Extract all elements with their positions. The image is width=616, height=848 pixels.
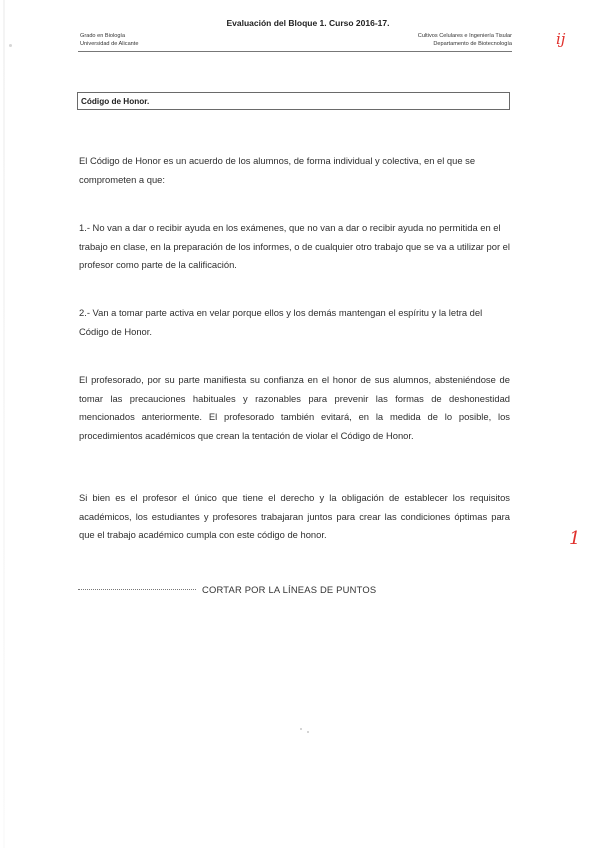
cut-line [78, 581, 378, 593]
commitment-1-paragraph: 1.- No van a dar o recibir ayuda en los exámenes, que no van a dar o recibir ayuda no permitida en el trabajo en clase, en la preparación de los informes, o de cualquier otro trabajo que se va a utilizar por el profesor como parte de la calificación. [79, 222, 510, 270]
degree-name: Grado en Biología [80, 33, 126, 39]
cut-line-label: CORTAR POR LA LÍNEAS DE PUNTOS [202, 584, 377, 593]
intro-paragraph: El Código de Honor es un acuerdo de los alumnos, de forma individual y colectiva, en el que se comprometen a que: [79, 155, 476, 185]
section-title-box [77, 92, 510, 110]
scan-speck [307, 731, 309, 733]
scan-edge [3, 0, 5, 848]
section-title: Código de Honor. [81, 97, 150, 106]
scan-speck [9, 44, 12, 47]
document-title: Evaluación del Bloque 1. Curso 2016-17. [226, 18, 390, 28]
university-name: Universidad de Alicante [80, 41, 139, 47]
header-right-block [418, 32, 512, 48]
scan-speck [300, 728, 302, 730]
closing-paragraph: Si bien es el profesor el único que tiene el derecho y la obligación de establecer los requisitos académicos, los estudiantes y profesores trabajaran juntos para crear las condiciones óptimas para que el trabajo académico cumpla con este código de honor. [79, 492, 510, 540]
department-name: Departamento de Biotecnología [433, 41, 512, 47]
header-left-block [80, 32, 138, 48]
faculty-paragraph: El profesorado, por su parte manifiesta su confianza en el honor de sus alumnos, absteniéndose de tomar las precauciones habituales y razonables para prevenir las formas de deshonestidad mencionados anteriormente. El profesorado también evitará, en la medida de lo posible, los procedimientos académicos que crean la tentación de violar el Código de Honor. [79, 374, 510, 441]
header-rule [78, 51, 512, 52]
course-name: Cultivos Celulares e Ingeniería Tisular [417, 33, 512, 39]
handwritten-mark-top: ij [556, 30, 566, 48]
commitment-2-paragraph: 2.- Van a tomar parte activa en velar porque ellos y los demás mantengan el espíritu y la letra del Código de Honor. [79, 307, 483, 337]
dotted-cut-line [78, 589, 196, 590]
handwritten-mark-middle: 1 [569, 528, 581, 549]
